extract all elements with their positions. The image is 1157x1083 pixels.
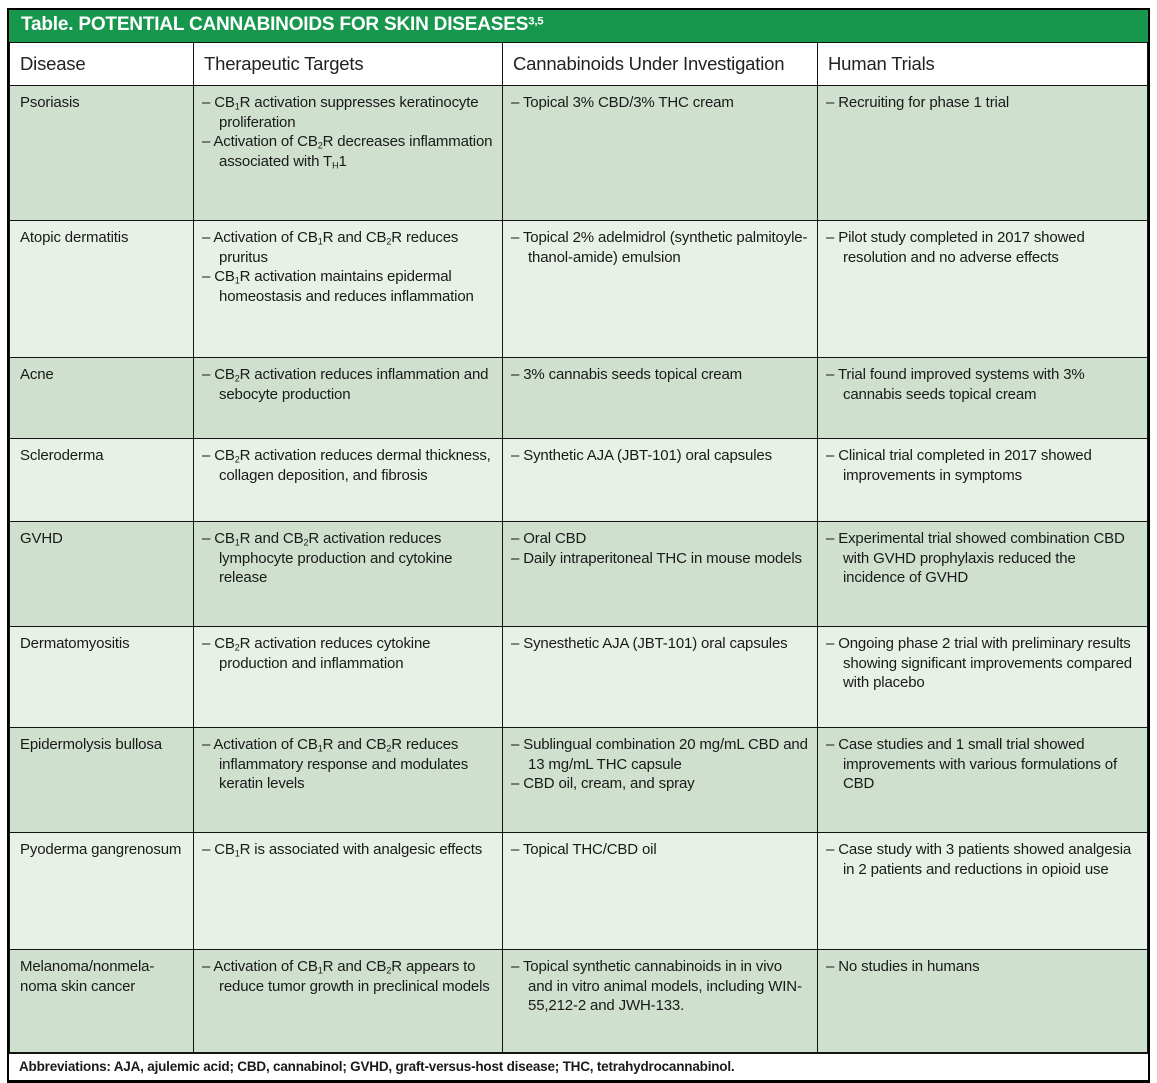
bullet-item: – Activation of $CB_1R$ and $CB_2R$ reduces inflammatory response and modulates keratin levels	[202, 735, 469, 793]
bullet-item: – Topical 3% CBD/3% THC cream	[511, 93, 734, 111]
trials-cell	[818, 626, 1148, 727]
disease-name: Melanoma/nonmelanoma skin cancer	[20, 957, 155, 995]
column-header-therapeutic-targets: Therapeutic Targets	[194, 42, 503, 85]
disease-cell	[10, 949, 194, 1052]
table-row	[10, 832, 1148, 949]
bullet-item: – Pilot study completed in 2017 showed resolution and no adverse effects	[826, 228, 1085, 266]
disease-name: GVHD	[20, 529, 63, 547]
bullet-item: – Topical synthetic cannabinoids in in vivo and in vitro animal models, including WIN-55,212-2 and JWH-133.	[511, 957, 802, 1015]
table-row	[10, 521, 1148, 626]
disease-name: Pyoderma gangrenosum	[20, 840, 182, 858]
cannabinoids-cell	[503, 521, 818, 626]
disease-cell	[10, 521, 194, 626]
bullet-item: – No studies in humans	[826, 957, 980, 975]
bullet-item: – Recruiting for phase 1 trial	[826, 93, 1010, 111]
cannabinoids-cell	[503, 949, 818, 1052]
disease-cell	[10, 727, 194, 832]
bullet-item: – Synthetic AJA (JBT-101) oral capsules	[511, 446, 772, 464]
disease-cell	[10, 220, 194, 357]
column-header-disease: Disease	[10, 42, 194, 85]
header-row	[10, 42, 1148, 85]
bullet-item: – Daily intraperitoneal THC in mouse models	[511, 549, 802, 567]
bullet-item: – Case study with 3 patients showed analgesia in 2 patients and reductions in opioid use	[826, 840, 1132, 878]
targets-cell	[194, 521, 503, 626]
bullet-item: – $CB_2R$ activation reduces cytokine production and inflammation	[202, 634, 431, 672]
disease-name: Epidermolysis bullosa	[20, 735, 162, 753]
trials-cell	[818, 220, 1148, 357]
table-body	[10, 85, 1148, 1052]
cannabinoids-cell	[503, 85, 818, 220]
bullet-item: – Trial found improved systems with 3% cannabis seeds topical cream	[826, 365, 1085, 403]
bullet-item: – CBD oil, cream, and spray	[511, 775, 695, 793]
cannabinoids-cell	[503, 220, 818, 357]
column-header-human-trials: Human Trials	[818, 42, 1148, 85]
table-row	[10, 220, 1148, 357]
targets-cell	[194, 832, 503, 949]
disease-name: Psoriasis	[20, 93, 80, 111]
targets-cell	[194, 626, 503, 727]
targets-cell	[194, 85, 503, 220]
bullet-item: – Activation of $CB_1R$ and $CB_2R$ reduces pruritus	[202, 228, 459, 266]
cannabinoids-cell	[503, 626, 818, 727]
table-frame	[7, 8, 1150, 1083]
trials-cell	[818, 832, 1148, 949]
targets-cell	[194, 949, 503, 1052]
trials-cell	[818, 521, 1148, 626]
trials-cell	[818, 949, 1148, 1052]
cannabinoids-cell	[503, 832, 818, 949]
targets-cell	[194, 727, 503, 832]
disease-cell	[10, 438, 194, 521]
footnote: Abbreviations: AJA, ajulemic acid; CBD, cannabinol; GVHD, graft-versus-host disease; THC, tetrahydrocannabinol.	[9, 1053, 1148, 1080]
bullet-item: – Case studies and 1 small trial showed improvements with various formulations of CBD	[826, 735, 1117, 793]
table-row	[10, 85, 1148, 220]
disease-cell	[10, 357, 194, 438]
bullet-item: – $CB_2R$ activation reduces inflammation and sebocyte production	[202, 365, 489, 403]
bullet-item: – Oral CBD	[511, 529, 587, 547]
disease-cell	[10, 626, 194, 727]
disease-name: Atopic dermatitis	[20, 228, 129, 246]
table-title: Table. POTENTIAL CANNABINOIDS FOR SKIN DISEASES$^{3,5}$	[9, 10, 1148, 42]
disease-name: Scleroderma	[20, 446, 104, 464]
bullet-item: – Activation of $CB_1R$ and $CB_2R$ appears to reduce tumor growth in preclinical models	[202, 957, 490, 995]
bullet-item: – Topical 2% adelmidrol (synthetic palmitoylethanol-amide) emulsion	[511, 228, 808, 266]
bullet-item: – Topical THC/CBD oil	[511, 840, 657, 858]
targets-cell	[194, 438, 503, 521]
bullet-item: – $CB_1R$ activation maintains epidermal homeostasis and reduces inflammation	[202, 268, 474, 306]
table-row	[10, 626, 1148, 727]
table-row	[10, 357, 1148, 438]
disease-cell	[10, 85, 194, 220]
trials-cell	[818, 727, 1148, 832]
table-row	[10, 727, 1148, 832]
bullet-item: – $CB_2R$ activation reduces dermal thickness, collagen deposition, and fibrosis	[202, 446, 491, 484]
bullet-item: – Ongoing phase 2 trial with preliminary results showing significant improvements compared with placebo	[826, 634, 1132, 692]
trials-cell	[818, 438, 1148, 521]
targets-cell	[194, 357, 503, 438]
table-row	[10, 438, 1148, 521]
bullet-item: – $CB_1R$ is associated with analgesic effects	[202, 840, 483, 859]
cannabinoids-cell	[503, 357, 818, 438]
disease-name: Dermatomyositis	[20, 634, 130, 652]
cannabinoids-cell	[503, 438, 818, 521]
bullet-item: – $CB_1R$ and $CB_2R$ activation reduces lymphocyte production and cytokine release	[202, 529, 453, 587]
table-header	[10, 42, 1148, 85]
bullet-item: – Synesthetic AJA (JBT-101) oral capsules	[511, 634, 788, 652]
bullet-item: – Sublingual combination 20 mg/mL CBD and 13 mg/mL THC capsule	[511, 735, 808, 773]
cannabinoids-cell	[503, 727, 818, 832]
bullet-item: – 3% cannabis seeds topical cream	[511, 365, 743, 383]
targets-cell	[194, 220, 503, 357]
cannabinoids-table	[9, 42, 1148, 1053]
bullet-item: – Clinical trial completed in 2017 showed improvements in symptoms	[826, 446, 1092, 484]
bullet-item: – Experimental trial showed combination CBD with GVHD prophylaxis reduced the incidence of GVHD	[826, 529, 1125, 587]
disease-name: Acne	[20, 365, 54, 383]
disease-cell	[10, 832, 194, 949]
column-header-cannabinoids: Cannabinoids Under Investigation	[503, 42, 818, 85]
table-row	[10, 949, 1148, 1052]
trials-cell	[818, 357, 1148, 438]
trials-cell	[818, 85, 1148, 220]
bullet-item: – Activation of $CB_2R$ decreases inflammation associated with $T_H1$	[202, 133, 493, 171]
bullet-item: – $CB_1R$ activation suppresses keratinocyte proliferation	[202, 93, 479, 131]
